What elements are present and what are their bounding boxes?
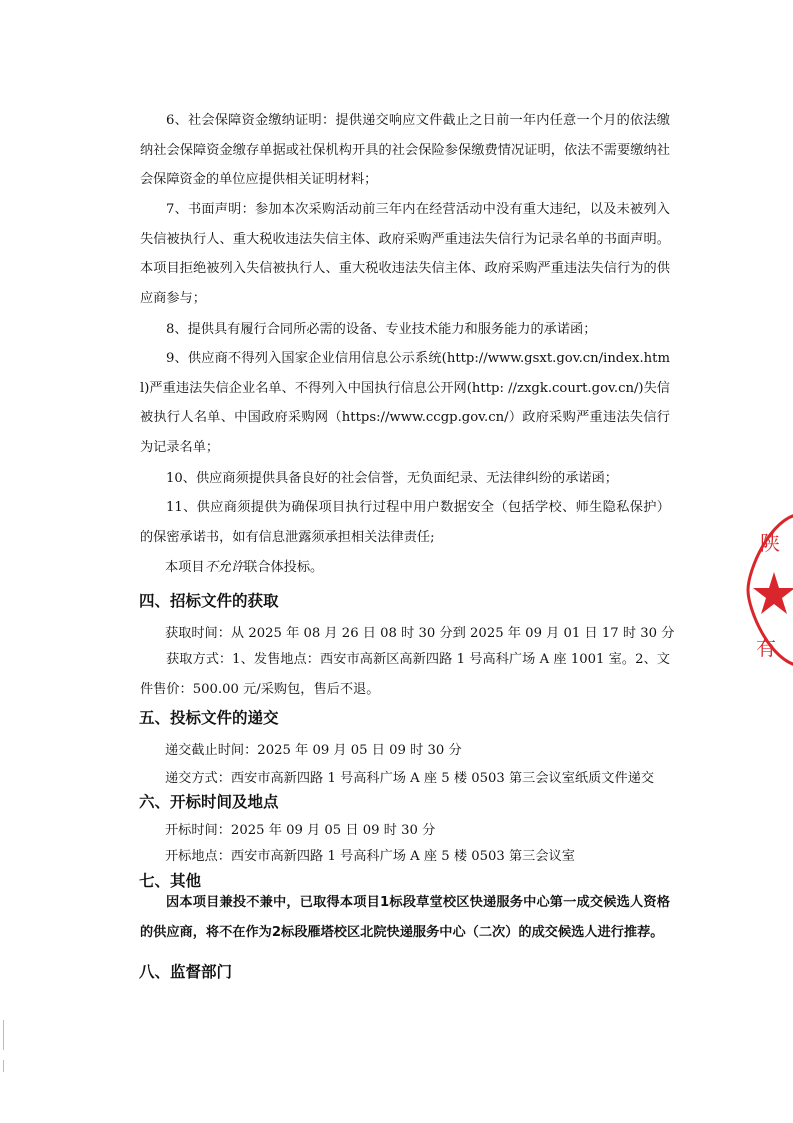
opening-place: 开标地点：西安市高新四路 1 号高科广场 A 座 5 楼 0503 第三会议室: [165, 849, 575, 864]
acquisition-time: 获取时间：从 2025 年 08 月 26 日 08 时 30 分到 2025 年 09 月 01 日 17 时 30 分: [165, 626, 675, 641]
paragraph-credit-lists: 9、供应商不得列入国家企业信用信息公示系统(http://www.gsxt.gov.cn/index.html)严重违法失信企业名单、不得列入中国执行信息公开网(http: //zxgk.court.gov.cn/)失信被执行人名单、中国政府采购网（https://www.ccgp.gov.cn/）政府采购严重违法失信行为记录名单；: [140, 351, 670, 455]
seal-star-icon: [753, 572, 793, 614]
scan-edge-mark: [3, 1020, 4, 1050]
seal-text-top: 陕: [760, 531, 780, 555]
opening-time: 开标时间：2025 年 09 月 05 日 09 时 30 分: [165, 823, 436, 838]
acquisition-method: 获取方式：1、发售地点：西安市高新区高新四路 1 号高科广场 A 座 1001 室。2、文件售价：500.00 元/采购包，售后不退。: [140, 652, 670, 697]
section-heading-other: 七、其他: [139, 872, 202, 890]
submission-method: 递交方式：西安市高新四路 1 号高科广场 A 座 5 楼 0503 第三会议室纸质文件递交: [165, 771, 655, 786]
other-notice: 因本项目兼投不兼中，已取得本项目1标段草堂校区快递服务中心第一成交候选人资格的供应商，将不在作为2标段雁塔校区北院快递服务中心（二次）的成交候选人进行推荐。: [140, 895, 670, 940]
paragraph-social-security: 6、社会保障资金缴纳证明：提供递交响应文件截止之日前一年内任意一个月的依法缴纳社会保障资金缴存单据或社保机构开具的社会保险参保缴费情况证明，依法不需要缴纳社会保障资金的单位应提供相关证明材料；: [140, 113, 670, 187]
official-seal: [740, 510, 793, 670]
paragraph-written-statement: 7、书面声明：参加本次采购活动前三年内在经营活动中没有重大违纪，以及未被列入失信被执行人、重大税收违法失信主体、政府采购严重违法失信行为记录名单的书面声明。本项目拒绝被列入失信被执行人、重大税收违法失信主体、政府采购严重违法失信行为的供应商参与；: [140, 202, 670, 306]
submission-deadline: 递交截止时间：2025 年 09 月 05 日 09 时 30 分: [165, 743, 462, 758]
consortium-emphasis: 不允许: [204, 560, 245, 575]
paragraph-confidentiality-commitment: 11、供应商须提供为确保项目执行过程中用户数据安全（包括学校、师生隐私保护）的保密承诺书，如有信息泄露须承担相关法律责任;: [140, 500, 670, 545]
seal-text-bottom: 有: [756, 636, 776, 660]
section-heading-bid-opening: 六、开标时间及地点: [139, 793, 279, 811]
section-heading-supervision: 八、监督部门: [139, 963, 233, 981]
consortium-suffix: 联合体投标。: [244, 560, 324, 575]
paragraph-consortium: [165, 556, 323, 575]
consortium-prefix: 本项目: [165, 560, 205, 575]
section-heading-bid-submission: 五、投标文件的递交: [139, 709, 279, 727]
paragraph-capability-commitment: 8、提供具有履行合同所必需的设备、专业技术能力和服务能力的承诺函；: [166, 322, 597, 337]
scan-edge-mark: [3, 1060, 4, 1072]
section-heading-tender-acquisition: 四、招标文件的获取: [139, 592, 279, 610]
paragraph-reputation-commitment: 10、供应商须提供具备良好的社会信誉，无负面纪录、无法律纠纷的承诺函；: [166, 471, 618, 486]
